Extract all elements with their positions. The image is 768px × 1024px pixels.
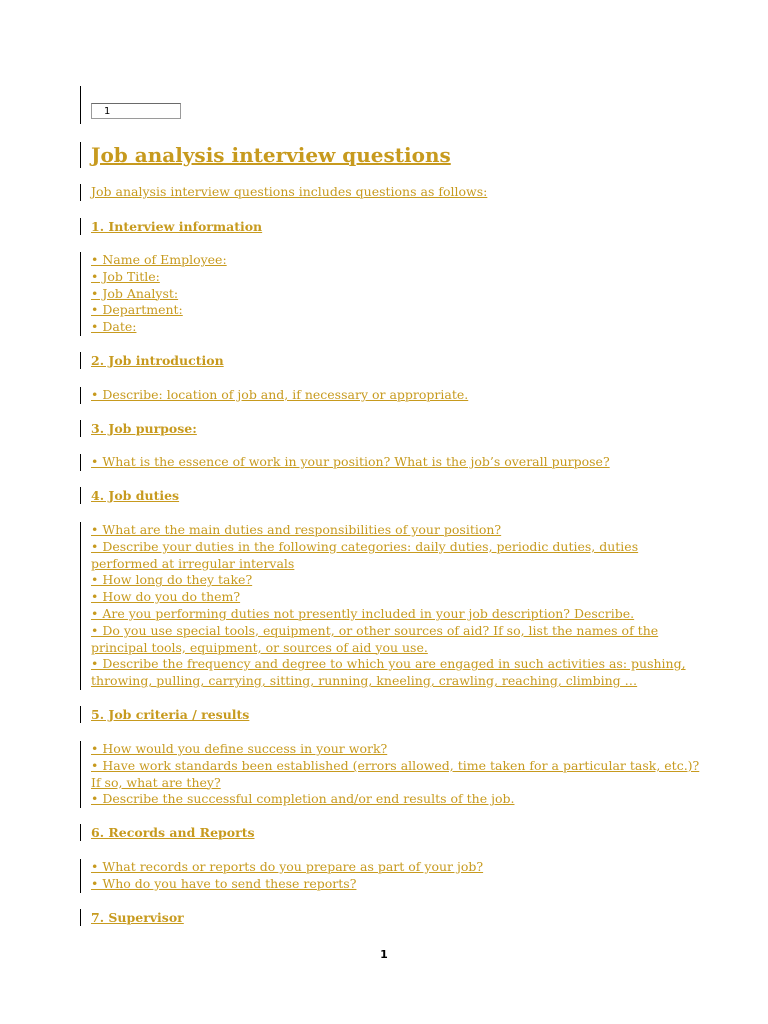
section-3-heading-block [80, 420, 197, 437]
intro-block [80, 184, 487, 201]
section-5-heading-block [80, 706, 249, 723]
list-item[interactable]: If so, what are they? [91, 774, 221, 790]
section-heading[interactable]: 3. Job purpose: [91, 421, 197, 436]
intro-text[interactable]: Job analysis interview questions includes questions as follows: [91, 184, 488, 199]
section-4-heading-block [80, 487, 179, 504]
list-item[interactable]: • How would you define success in your work? [91, 741, 388, 756]
list-item[interactable]: • Are you performing duties not presently included in your job description? Describe. [91, 605, 635, 621]
list-item[interactable]: • Do you use special tools, equipment, or other sources of aid? If so, list the names of the [91, 622, 659, 638]
section-heading[interactable]: 2. Job introduction [91, 353, 224, 368]
page-number-input[interactable]: 1 [91, 103, 181, 119]
section-2-list [80, 387, 468, 404]
section-3-list [80, 454, 610, 471]
section-heading[interactable]: 1. Interview information [91, 219, 263, 234]
list-item[interactable]: • How do you do them? [91, 589, 241, 605]
section-7-heading-block [80, 909, 184, 926]
list-item[interactable]: • Job Title: [91, 268, 160, 284]
list-item[interactable]: • Describe the successful completion and/or end results of the job. [91, 791, 515, 807]
page-field-block [80, 86, 91, 124]
document-title[interactable]: Job analysis interview questions [91, 143, 451, 167]
section-heading[interactable]: 6. Records and Reports [91, 825, 255, 840]
page-number: 1 [380, 948, 388, 961]
section-6-heading-block [80, 824, 255, 841]
section-4-list [80, 522, 686, 690]
list-item[interactable]: • How long do they take? [91, 572, 253, 588]
section-6-list [80, 859, 483, 893]
section-5-list [80, 741, 699, 808]
list-item[interactable]: • What is the essence of work in your position? What is the job’s overall purpose? [91, 454, 610, 469]
section-1-heading-block [80, 218, 262, 235]
section-heading[interactable]: 5. Job criteria / results [91, 707, 250, 722]
list-item[interactable]: • Describe the frequency and degree to which you are engaged in such activities as: pushing, [91, 656, 686, 672]
list-item[interactable]: • Have work standards been established (errors allowed, time taken for a particular task, etc.)? [91, 757, 700, 773]
section-heading[interactable]: 4. Job duties [91, 488, 180, 503]
list-item[interactable]: • Department: [91, 302, 183, 318]
list-item[interactable]: • Job Analyst: [91, 285, 179, 301]
list-item[interactable]: • What records or reports do you prepare as part of your job? [91, 859, 484, 874]
list-item[interactable]: • Date: [91, 319, 137, 335]
list-item[interactable]: • Name of Employee: [91, 252, 227, 267]
list-item[interactable]: • Describe your duties in the following categories: daily duties, periodic duties, duties [91, 538, 639, 554]
list-item[interactable]: • Who do you have to send these reports? [91, 875, 357, 891]
list-item[interactable]: principal tools, equipment, or sources of aid you use. [91, 639, 428, 655]
section-2-heading-block [80, 352, 224, 369]
list-item[interactable]: performed at irregular intervals [91, 555, 295, 571]
list-item[interactable]: • Describe: location of job and, if necessary or appropriate. [91, 387, 469, 402]
section-1-list [80, 252, 227, 336]
list-item[interactable]: • What are the main duties and responsibilities of your position? [91, 522, 502, 537]
list-item[interactable]: throwing, pulling, carrying, sitting, running, kneeling, crawling, reaching, climbing … [91, 673, 638, 689]
section-heading[interactable]: 7. Supervisor [91, 910, 184, 925]
title-block [80, 142, 451, 168]
